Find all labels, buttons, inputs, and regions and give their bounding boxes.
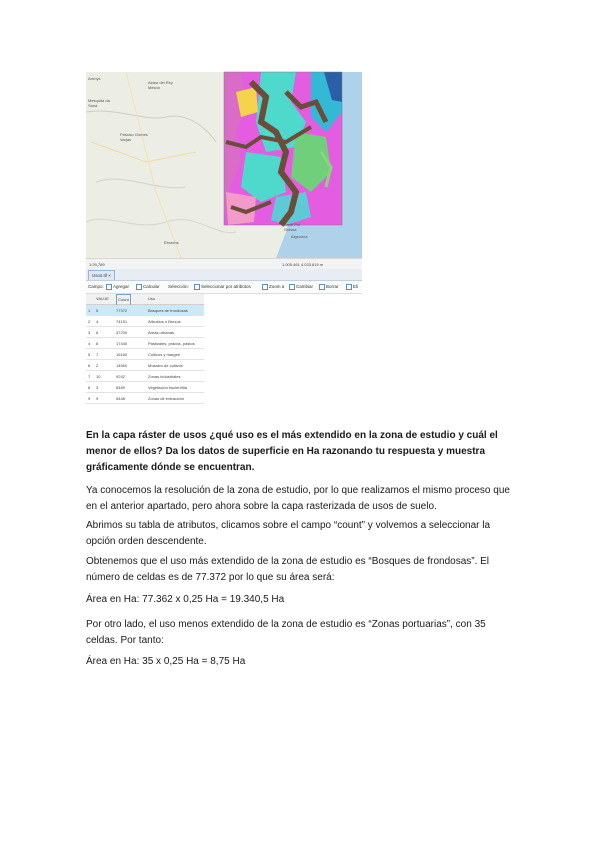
table-cell: 1	[88, 308, 91, 313]
table-cell: Vegetación esclerófila	[148, 385, 187, 390]
table-cell: 7	[96, 352, 99, 357]
table-cell: 2	[96, 363, 99, 368]
map-status-bar	[86, 258, 362, 269]
body-paragraph: Ya conocemos la resolución de la zona de estudio, por lo que realizamos el mismo proceso que en el anterior apartado, pero ahora sobre la capa rasterizada de usos de suelo.	[86, 485, 510, 512]
table-cell: 6	[96, 330, 99, 335]
switch-icon	[289, 284, 295, 290]
select-attr-icon	[194, 284, 200, 290]
table-row[interactable]	[86, 360, 204, 371]
table-header	[86, 294, 204, 305]
calc-icon	[136, 284, 142, 290]
map-label: Santi Pol Guissa	[284, 222, 301, 232]
tab-usos[interactable]: Usos.tif ×	[88, 270, 115, 280]
body-paragraph: Por otro lado, el uso menos extendido de la zona de estudio es “Zonas portuarias”, con 35 celdas. Por tanto:	[86, 619, 486, 646]
body-paragraph: Abrimos su tabla de atributos, clicamos sobre el campo “count” y volvemos a seleccionar la opción orden descendente.	[86, 520, 491, 547]
zoom-to-button[interactable]: Zoom a	[262, 281, 269, 293]
table-cell: 16160	[116, 352, 128, 357]
zoom-icon	[262, 284, 268, 290]
delete-icon	[346, 284, 352, 290]
map-view[interactable]	[86, 72, 362, 258]
delete-button[interactable]: Eli	[346, 281, 353, 293]
map-label: Paraíso Gomes Varjas	[120, 132, 148, 142]
table-cell: 10	[96, 374, 101, 379]
table-cell: 3	[96, 385, 99, 390]
table-cell: Áreas urbanas	[148, 330, 175, 335]
table-row[interactable]	[86, 316, 204, 327]
tab-label: Usos.tif	[92, 273, 108, 278]
scale-readout[interactable]: 1:29,789	[89, 262, 105, 267]
table-row[interactable]	[86, 327, 204, 338]
table-cell: 3	[88, 330, 91, 335]
table-cell: 4	[96, 319, 99, 324]
table-cell: 8	[96, 341, 99, 346]
map-label: Arenys	[88, 76, 101, 81]
table-row[interactable]	[86, 349, 204, 360]
area-formula-min: Área en Ha: 35 x 0,25 Ha = 8,75 Ha	[86, 656, 246, 667]
map-label: Mesquita da Sana	[88, 98, 110, 108]
table-cell: 7	[88, 374, 91, 379]
table-row[interactable]	[86, 371, 204, 382]
switch-button[interactable]: Cambiar	[289, 281, 296, 293]
attribute-table-tabbar	[86, 269, 362, 281]
table-cell: 14560	[116, 363, 128, 368]
table-cell: 37230	[116, 330, 128, 335]
clear-button[interactable]: Borrar	[319, 281, 326, 293]
table-cell: 74151	[116, 319, 128, 324]
table-cell: 9	[96, 396, 99, 401]
column-header-count[interactable]: Count	[116, 294, 131, 306]
table-cell: 4	[88, 341, 91, 346]
clear-icon	[319, 284, 325, 290]
body-paragraph: Obtenemos que el uso más extendido de la zona de estudio es “Bosques de frondosas”. El número de celdas es de 77.372 por lo que su área será:	[86, 556, 490, 583]
map-label: Aldea del Rey Mesón	[148, 80, 173, 90]
screenshot-figure	[86, 72, 362, 401]
calculate-button[interactable]: Calcular	[136, 281, 143, 293]
table-row[interactable]	[86, 338, 204, 349]
map-graphic	[86, 72, 362, 258]
table-cell: 77372	[116, 308, 128, 313]
table-cell: 6	[88, 363, 91, 368]
table-cell: 9	[88, 396, 91, 401]
table-row[interactable]	[86, 305, 204, 316]
table-cell: Cultivos y margen	[148, 352, 181, 357]
select-by-attributes-button[interactable]: Seleccionar por atributos	[194, 281, 201, 293]
table-cell: 8489	[116, 385, 125, 390]
table-cell: 8	[88, 385, 91, 390]
table-cell: Mosaico de cultivos	[148, 363, 183, 368]
table-cell: 5	[96, 308, 99, 313]
table-row[interactable]	[86, 393, 204, 404]
add-icon	[106, 284, 112, 290]
table-cell: Zonas industriales	[148, 374, 181, 379]
column-header[interactable]: VALUE	[96, 296, 109, 301]
table-cell: Pastizales, prados, pastos	[148, 341, 195, 346]
add-field-button[interactable]: Agregar	[106, 281, 113, 293]
attribute-toolbar: Campo: Agregar Calcular Selección: Seleccionar por atributos Zoom a Cambiar Borrar Eli	[86, 281, 362, 294]
table-cell: Zonas de extracción	[148, 396, 185, 401]
map-label: Ebrachs	[164, 240, 179, 245]
table-row[interactable]	[86, 382, 204, 393]
area-formula-max: Área en Ha: 77.362 x 0,25 Ha = 19.340,5 Ha	[86, 594, 285, 605]
column-header[interactable]: Uso	[148, 296, 156, 301]
table-cell: 5448	[116, 396, 125, 401]
question-paragraph: En la capa ráster de usos ¿qué uso es el más extendido en la zona de estudio y cuál el menor de ellos? Da los datos de superficie en Ha razonando tu respuesta y muestra gráficamente dónde se encuentran.	[86, 430, 498, 473]
table-cell: 2	[88, 319, 91, 324]
map-label: Algecirca	[291, 234, 308, 239]
table-cell: 17440	[116, 341, 128, 346]
table-cell: Bosques de frondosas	[148, 308, 188, 313]
table-cell: Arbustos o Brezos	[148, 319, 181, 324]
table-cell: 9242	[116, 374, 125, 379]
table-cell: 5	[88, 352, 91, 357]
coordinate-readout: 1.005.461 4.033.819 m	[282, 262, 324, 267]
